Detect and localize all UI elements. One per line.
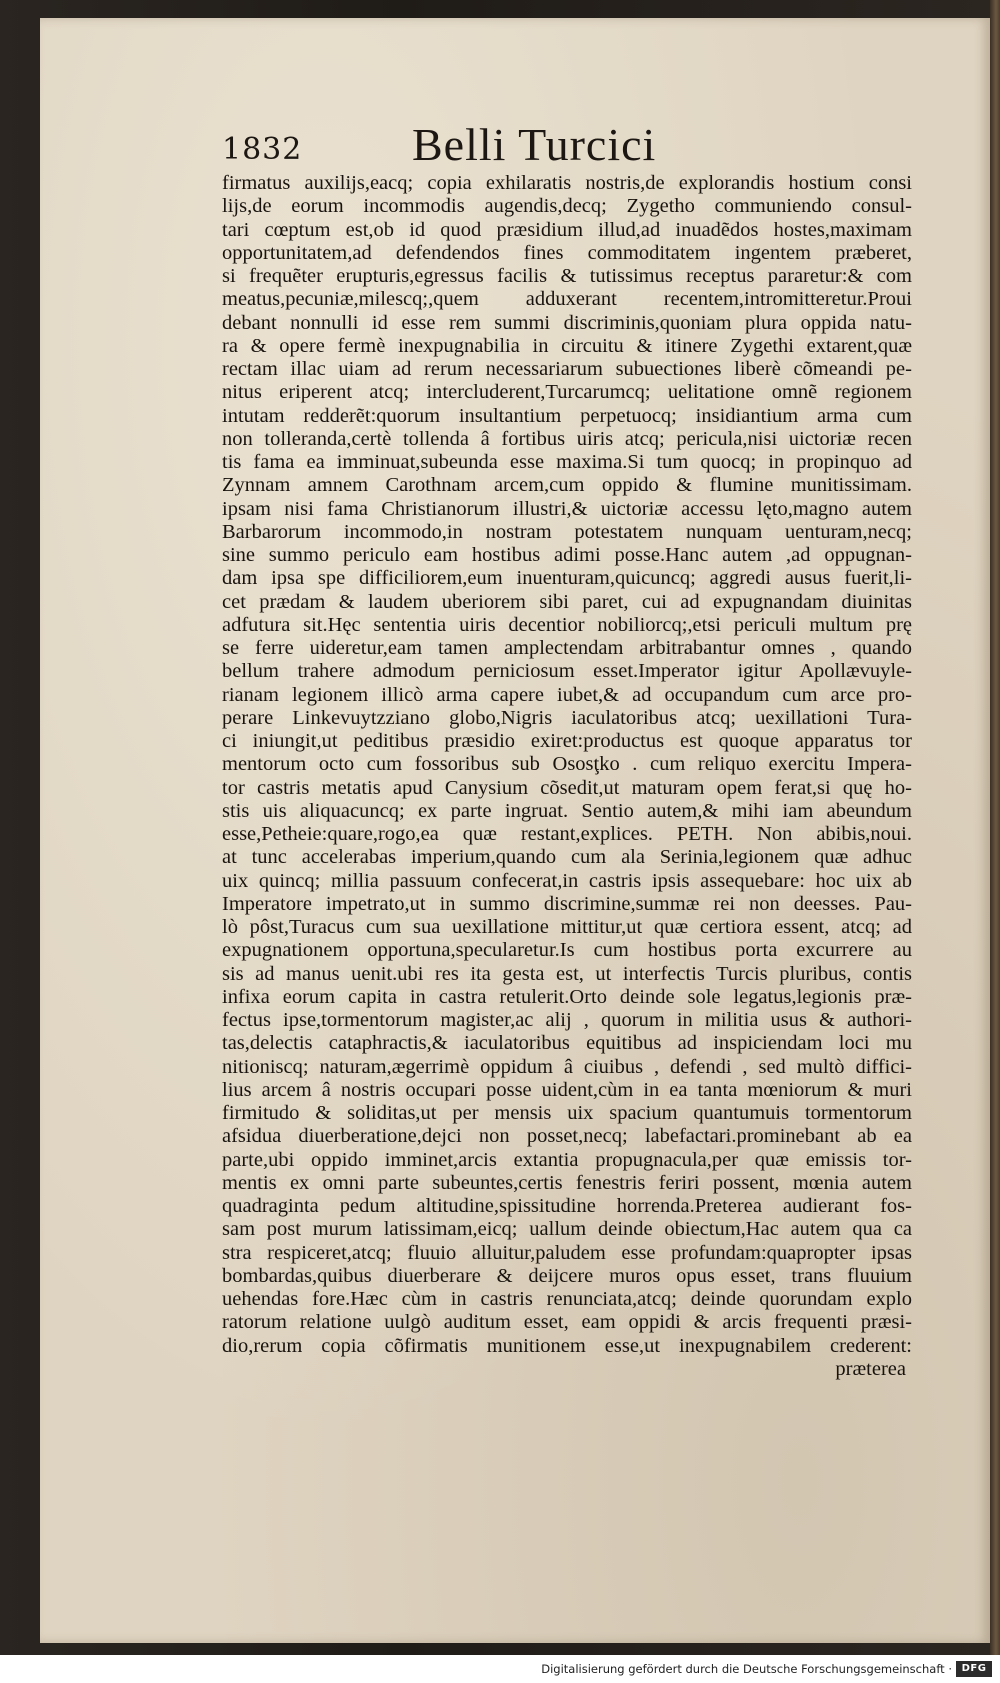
text-line: si frequẽter erupturis,egressus facilis & tutissimus receptus pararetur:& com <box>222 265 912 287</box>
text-line: tis fama ea imminuat,subeunda esse maxima.Si tum quocq; in propinquo ad <box>222 451 912 473</box>
text-line: cet prædam & laudem uberiorem sibi paret, cui ad expugnandam diuinitas <box>222 590 912 613</box>
running-head <box>222 118 882 178</box>
text-line: bellum trahere admodum perniciosum esset.Imperator igitur Apollævuyle- <box>222 660 912 683</box>
text-line: stra respiceret,atcq; fluuio alluitur,paludem esse profundam:quapropter ipsas <box>222 1241 912 1264</box>
text-line: lijs,de eorum incommodis augendis,decq; Zygetho communiendo consul- <box>222 195 912 218</box>
running-title: Belli Turcici <box>412 119 657 170</box>
dfg-logo: DFG <box>956 1661 992 1677</box>
text-line: ci iniungit,ut peditibus præsidio exiret:productus est quoque apparatus tor <box>222 730 912 752</box>
text-line: intutam redderẽt:quorum insultantium perpetuocq; insidiantium arma cum <box>222 404 912 427</box>
text-line: opportunitatem,ad defendendos fines commoditatem ingentem præberet, <box>222 241 912 264</box>
text-line: fectus ipse,tormentorum magister,ac alij , quorum in militia usus & authori- <box>222 1009 912 1031</box>
text-line: esse,Petheie:quare,rogo,ea quæ restant,explices. PETH. Non abibis,noui. <box>222 823 912 845</box>
text-line: perare Linkevuytzziano globo,Nigris iaculatoribus atcq; uexillationi Tura- <box>222 706 912 729</box>
text-line: firmatus auxilijs,eacq; copia exhilaratis nostris,de explorandis hostium consi <box>222 172 912 194</box>
text-line: Imperatore impetrato,ut in summo discrimine,summæ rei non deesses. Pau- <box>222 892 912 915</box>
page-number: 1832 <box>222 132 303 167</box>
text-line: nitus eriperent atcq; intercluderent,Turcarumcq; uelitatione omnẽ regionem <box>222 381 912 404</box>
text-line: afsidua diuerberatione,dejci non posset,necq; labefactari.prominebant ab ea <box>222 1125 912 1148</box>
text-line: uehendas fore.Hæc cùm in castris renunciata,atcq; deinde quorundam explo <box>222 1288 912 1310</box>
body-text <box>222 172 912 1381</box>
text-line: mentorum octo cum fossoribus sub Ososţko . cum reliquo exercitu Impera- <box>222 753 912 776</box>
text-line: parte,ubi oppido imminet,arcis extantia propugnacula,per quæ emissis tor- <box>222 1148 912 1171</box>
text-line: nitioniscq; naturam,ægerrimè oppidum â ciuibus , defendi , sed multò diffici- <box>222 1055 912 1078</box>
text-line: bombardas,quibus diuerberare & deijcere muros opus esset, trans fluuium <box>222 1264 912 1287</box>
text-line: tas,delectis cataphractis,& iaculatoribus equitibus ad inspiciendam loci mu <box>222 1032 912 1055</box>
text-line: Barbarorum incommodo,in nostram potestatem nunquam uenturam,necq; <box>222 520 912 543</box>
text-line: se ferre uideretur,eam tamen amplectendam arbitrabantur omnes , quando <box>222 637 912 659</box>
text-line: infixa eorum capita in castra retulerit.Orto deinde sole legatus,legionis præ- <box>222 985 912 1008</box>
text-line: sis ad manus uenit.ubi res ita gesta est, ut interfectis Turcis pluribus, contis <box>222 962 912 985</box>
text-line: sine summo periculo eam hostibus adimi posse.Hanc autem ,ad oppugnan- <box>222 544 912 566</box>
text-line: adfutura sit.Hęc sententia uiris decentior nobiliorcq;,etsi periculi multum prę <box>222 613 912 636</box>
book-fore-edge <box>990 0 1000 1655</box>
text-line: lius arcem â nostris occupari posse uident,cùm in ea tanta mœniorum & muri <box>222 1078 912 1101</box>
digitization-footer <box>0 1655 1000 1683</box>
text-line: uix quincq; millia passuum confecerat,in castris ipsis assequebare: hoc uix ab <box>222 869 912 892</box>
text-line: meatus,pecuniæ,milescq;,quem adduxerant recentem,intromitteretur.Proui <box>222 288 912 311</box>
text-line: mentis ex omni parte subeuntes,certis fenestris feriri possent, mœnia autem <box>222 1171 912 1194</box>
text-line: at tunc accelerabas imperium,quando cum ala Serinia,legionem quæ adhuc <box>222 846 912 869</box>
text-line: ra & opere fermè inexpugnabilia in circuitu & itinere Zygethi extarent,quæ <box>222 334 912 357</box>
text-line: Zynnam amnem Carothnam arcem,cum oppido & flumine munitissimam. <box>222 474 912 497</box>
text-line: lò pôst,Turacus cum sua uexillatione mittitur,ut quæ certiora essent, atcq; ad <box>222 916 912 938</box>
text-line: expugnationem opportuna,specularetur.Is cum hostibus porta excurrere au <box>222 939 912 962</box>
catchword: præterea <box>835 1357 906 1380</box>
text-line: rianam legionem illicò arma capere iubet,& ad occupandum cum arce pro- <box>222 683 912 706</box>
text-line: ratorum relatione uulgò auditum esset, eam oppidi & arcis frequenti præsi- <box>222 1311 912 1334</box>
text-line: quadraginta pedum altitudine,spissitudine horrenda.Preterea audierant fos- <box>222 1195 912 1217</box>
text-line: non tolleranda,certè tollenda â fortibus uiris atcq; pericula,nisi uictoriæ recen <box>222 427 912 450</box>
text-line: tari cœptum est,ob id quod præsidium illud,ad inuadẽdos hostes,maximam <box>222 218 912 241</box>
text-line: ipsam nisi fama Christianorum illustri,& uictoriæ accessu lęto,magno autem <box>222 497 912 520</box>
text-line: stis uis aliquacuncq; ex parte ingruat. Sentio autem,& mihi iam abeundum <box>222 799 912 822</box>
text-line: rectam illac uiam ad rerum necessariarum subuectiones liberè cõmeandi pe- <box>222 358 912 380</box>
text-line: dam ipsa spe difficiliorem,eum inuenturam,quicuncq; aggredi ausus fuerit,li- <box>222 567 912 590</box>
text-line: tor castris metatis apud Canysium cõsedit,ut maturam opem ferat,si quę ho- <box>222 776 912 799</box>
text-line: dio,rerum copia cõfirmatis munitionem esse,ut inexpugnabilem crederent: <box>222 1334 912 1357</box>
funding-credit: Digitalisierung gefördert durch die Deutsche Forschungsgemeinschaft · <box>541 1662 952 1676</box>
text-line: sam post murum latissimam,eicq; uallum deinde obiectum,Hac autem qua ca <box>222 1218 912 1241</box>
text-line: debant nonnulli id esse rem summi discriminis,quoniam plura oppida natu- <box>222 311 912 334</box>
text-line: firmitudo & soliditas,ut per mensis uix spacium quantumuis tormentorum <box>222 1102 912 1124</box>
